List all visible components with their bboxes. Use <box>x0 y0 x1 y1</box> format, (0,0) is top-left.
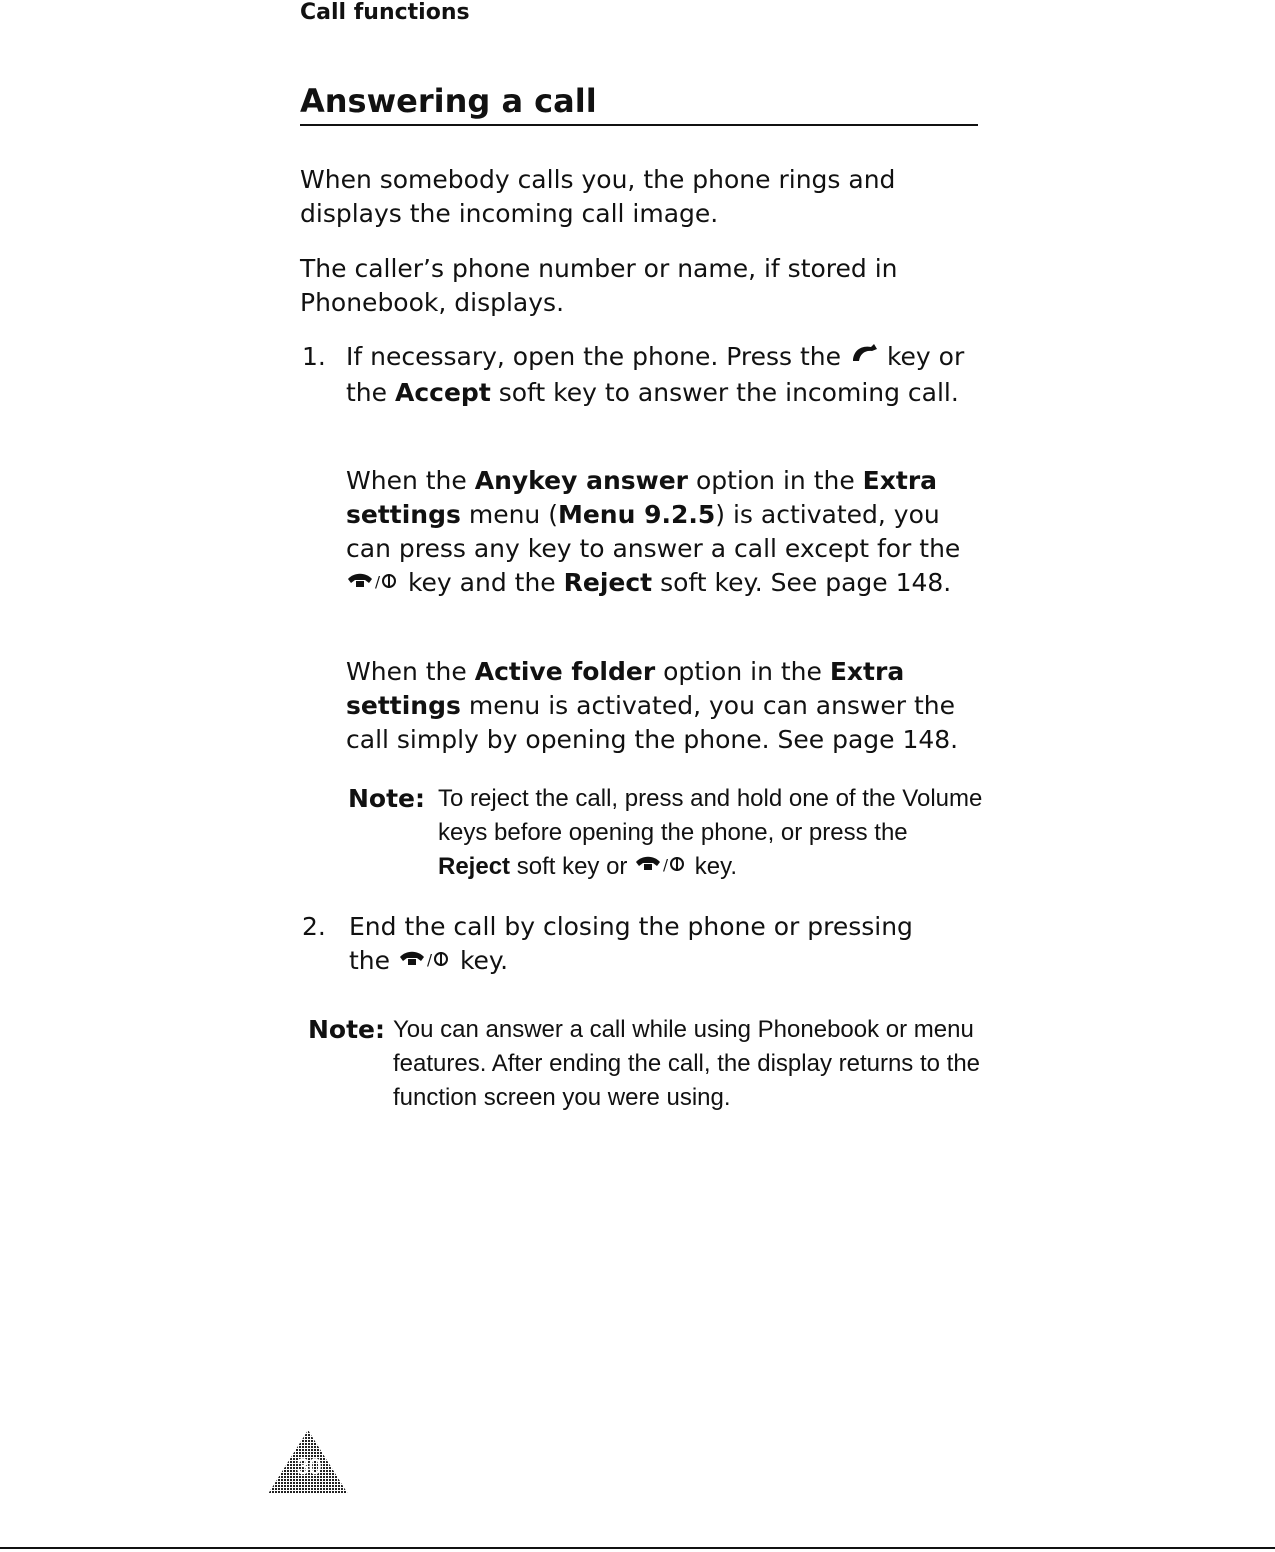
note-1-text <box>438 782 983 885</box>
active-text-c: menu is activated, you can answer the call simply by opening the phone. See page 148. <box>346 691 959 754</box>
active-text-a: When the <box>346 657 467 686</box>
accept-label: Accept <box>394 377 491 407</box>
anykey-text-c: menu ( <box>468 500 558 529</box>
note-1-text-b: soft key or <box>516 853 628 880</box>
reject-label: Reject <box>563 568 653 597</box>
footer-rule <box>0 1547 1275 1549</box>
end-power-key-icon <box>634 851 688 885</box>
step-2-text-b: key. <box>459 946 509 975</box>
note-2-text: You can answer a call while using Phonebook or menu features. After ending the call, the display returns to the function screen you were using. <box>393 1016 981 1111</box>
active-folder-paragraph <box>346 655 986 757</box>
intro-paragraph-2: The caller’s phone number or name, if stored in Phonebook, displays. <box>300 254 898 317</box>
extra-settings-label: Extra settings <box>346 466 938 529</box>
section-header: Call functions <box>300 0 470 25</box>
note-1-text-a: To reject the call, press and hold one of the Volume keys before opening the phone, or press the <box>438 785 983 846</box>
step-2-number: 2. <box>302 912 326 941</box>
svg-text:/: / <box>375 573 381 591</box>
note-label-2: Note: <box>308 1015 386 1044</box>
anykey-text-d: ) is activated, you can press any key to answer a call except for the <box>346 500 961 563</box>
anykey-text-f: soft key. See page 148. <box>660 568 952 597</box>
menu-ref-label: Menu 9.2.5 <box>557 500 716 529</box>
step-1-text-a: If necessary, open the phone. Press the <box>346 342 842 371</box>
anykey-text-b: option in the <box>695 466 855 495</box>
end-power-key-icon <box>346 567 400 601</box>
step-1-text-b: key or the <box>346 342 965 407</box>
anykey-text-a: When the <box>346 466 467 495</box>
step-1-text <box>346 340 976 410</box>
anykey-answer-label: Anykey answer <box>474 466 688 495</box>
anykey-paragraph <box>346 464 976 601</box>
step-2-text <box>349 910 959 979</box>
note-1-text-c: key. <box>694 853 738 880</box>
extra-settings-label-2: Extra settings <box>346 657 905 720</box>
step-1-text-c: soft key to answer the incoming call. <box>498 377 959 407</box>
intro-paragraph-1: When somebody calls you, the phone rings and displays the incoming call image. <box>300 165 896 228</box>
step-1-number: 1. <box>302 342 326 371</box>
svg-text:/: / <box>426 951 433 969</box>
active-text-b: option in the <box>663 657 822 686</box>
note-label-1: Note: <box>348 784 426 813</box>
anykey-text-e: key and the <box>407 568 556 597</box>
end-power-key-icon <box>398 945 452 979</box>
reject-label-2: Reject <box>438 853 511 880</box>
step-2-text-a: End the call by closing the phone or pressing the <box>349 912 913 975</box>
page-number: 30 <box>296 1454 322 1479</box>
send-key-icon <box>849 341 879 376</box>
page-number-badge <box>266 1428 350 1496</box>
active-folder-label: Active folder <box>474 657 656 686</box>
svg-text:/: / <box>663 855 669 874</box>
page-title: Answering a call <box>300 82 978 126</box>
